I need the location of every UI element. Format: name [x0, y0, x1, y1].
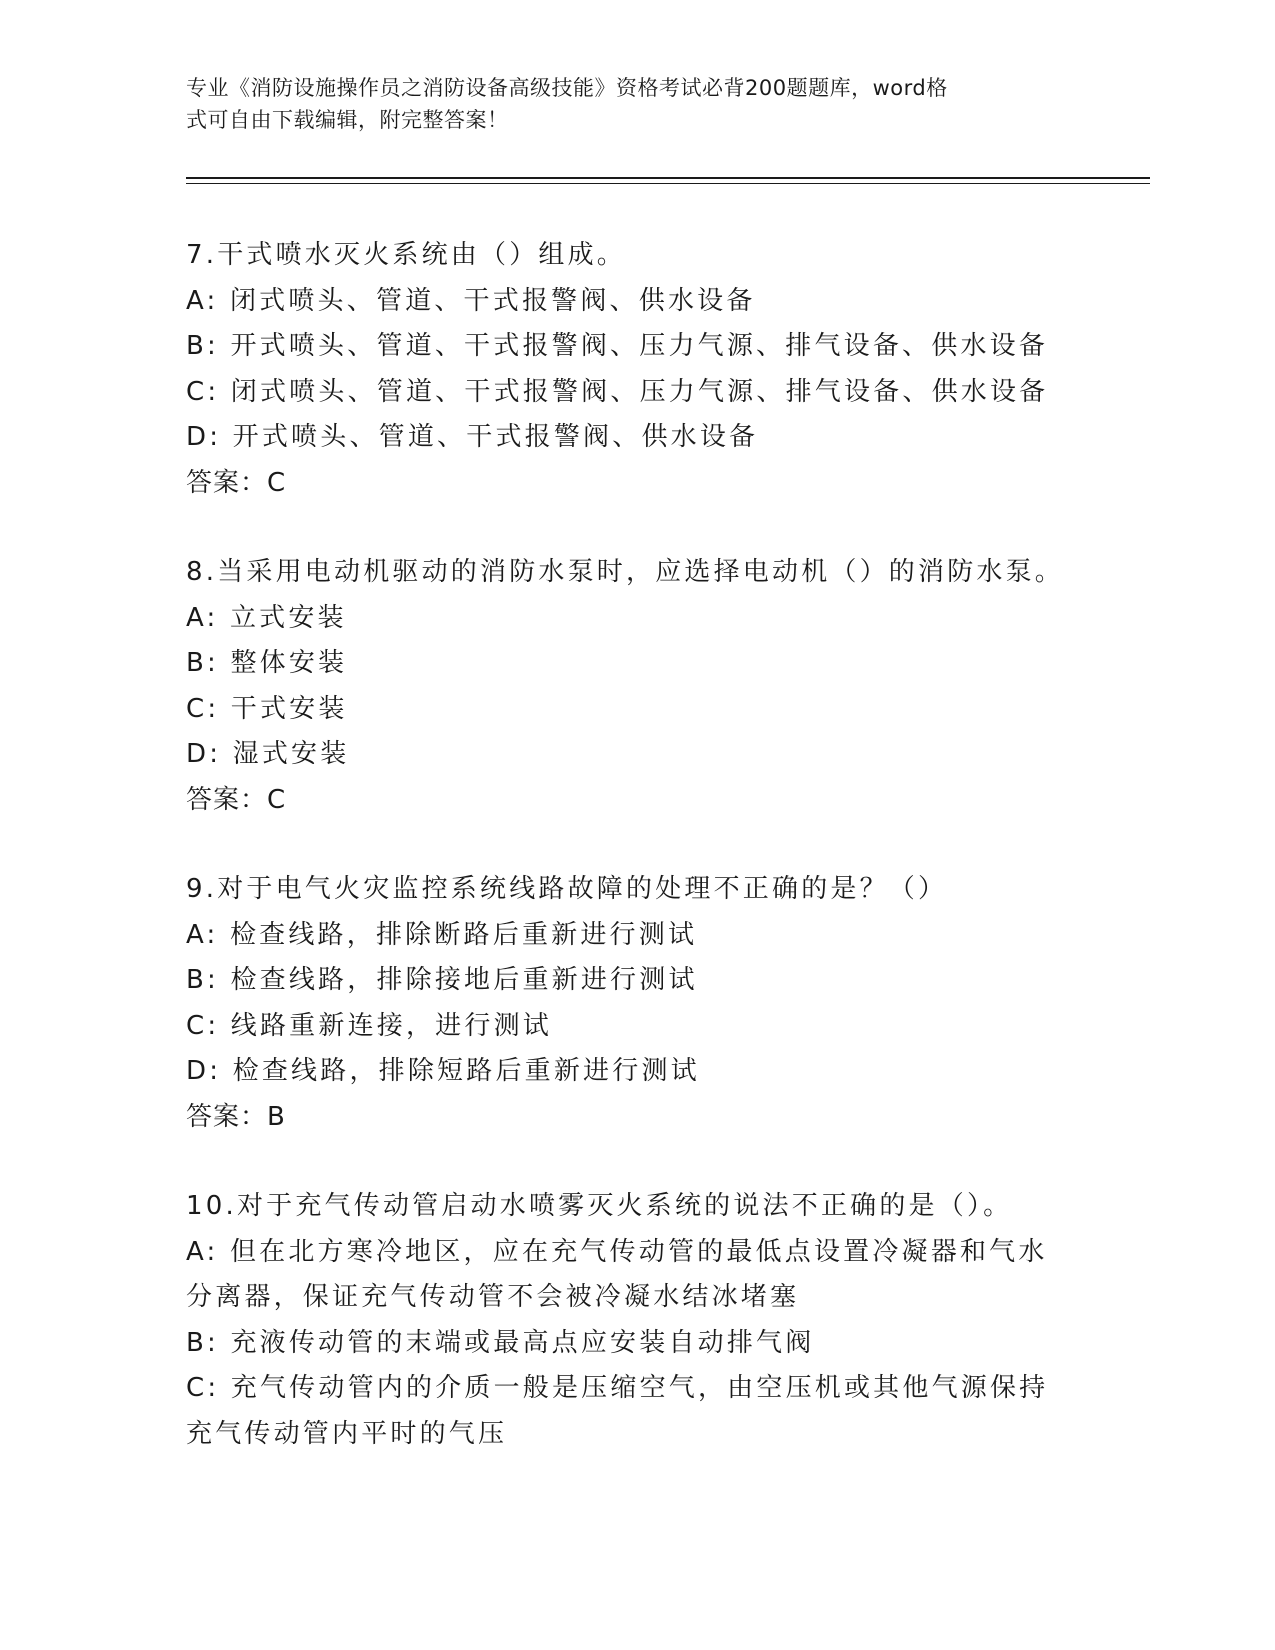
option-b: B: 充液传动管的末端或最高点应安装自动排气阀 — [186, 1327, 815, 1358]
document-header — [186, 72, 1066, 136]
header-divider-thin — [186, 183, 1150, 184]
option-b: B: 检查线路，排除接地后重新进行测试 — [186, 965, 698, 995]
header-divider-thick — [186, 177, 1150, 179]
option-a: A: 检查线路，排除断路后重新进行测试 — [186, 919, 698, 950]
question-10 — [186, 1184, 1076, 1457]
option-c: C: 线路重新连接，进行测试 — [186, 1010, 552, 1041]
question-7 — [186, 233, 1076, 506]
question-stem: 7.干式喷水灭火系统由（）组成。 — [186, 240, 627, 270]
option-a: A: 但在北方寒冷地区，应在充气传动管的最低点设置冷凝器和气水分离器，保证充气传动管不会被冷凝水结冰堵塞 — [186, 1236, 1048, 1312]
question-9 — [186, 867, 1076, 1140]
option-a: A: 闭式喷头、管道、干式报警阀、供水设备 — [186, 285, 756, 316]
question-stem: 8.当采用电动机驱动的消防水泵时，应选择电动机（）的消防水泵。 — [186, 557, 1065, 587]
answer: 答案：C — [186, 784, 287, 815]
question-8 — [186, 550, 1076, 823]
option-c: C: 充气传动管内的介质一般是压缩空气，由空压机或其他气源保持充气传动管内平时的气压 — [186, 1373, 1049, 1449]
answer: 答案：C — [186, 467, 287, 498]
answer: 答案：B — [186, 1101, 286, 1132]
header-line-1: 专业《消防设施操作员之消防设备高级技能》资格考试必背200题题库，word格 — [186, 76, 948, 100]
question-stem: 9.对于电气火灾监控系统线路故障的处理不正确的是？（） — [186, 874, 948, 904]
option-b: B: 整体安装 — [186, 648, 348, 678]
option-c: C: 闭式喷头、管道、干式报警阀、压力气源、排气设备、供水设备 — [186, 376, 1049, 407]
option-b: B: 开式喷头、管道、干式报警阀、压力气源、排气设备、供水设备 — [186, 331, 1049, 361]
header-line-2: 式可自由下载编辑，附完整答案！ — [186, 108, 509, 132]
option-c: C: 干式安装 — [186, 693, 348, 724]
option-a: A: 立式安装 — [186, 602, 347, 633]
question-stem: 10.对于充气传动管启动水喷雾灭火系统的说法不正确的是（）。 — [186, 1191, 1013, 1221]
option-d: D: 开式喷头、管道、干式报警阀、供水设备 — [186, 422, 759, 452]
question-list — [186, 233, 1076, 1501]
option-d: D: 检查线路，排除短路后重新进行测试 — [186, 1056, 700, 1086]
option-d: D: 湿式安装 — [186, 739, 350, 769]
